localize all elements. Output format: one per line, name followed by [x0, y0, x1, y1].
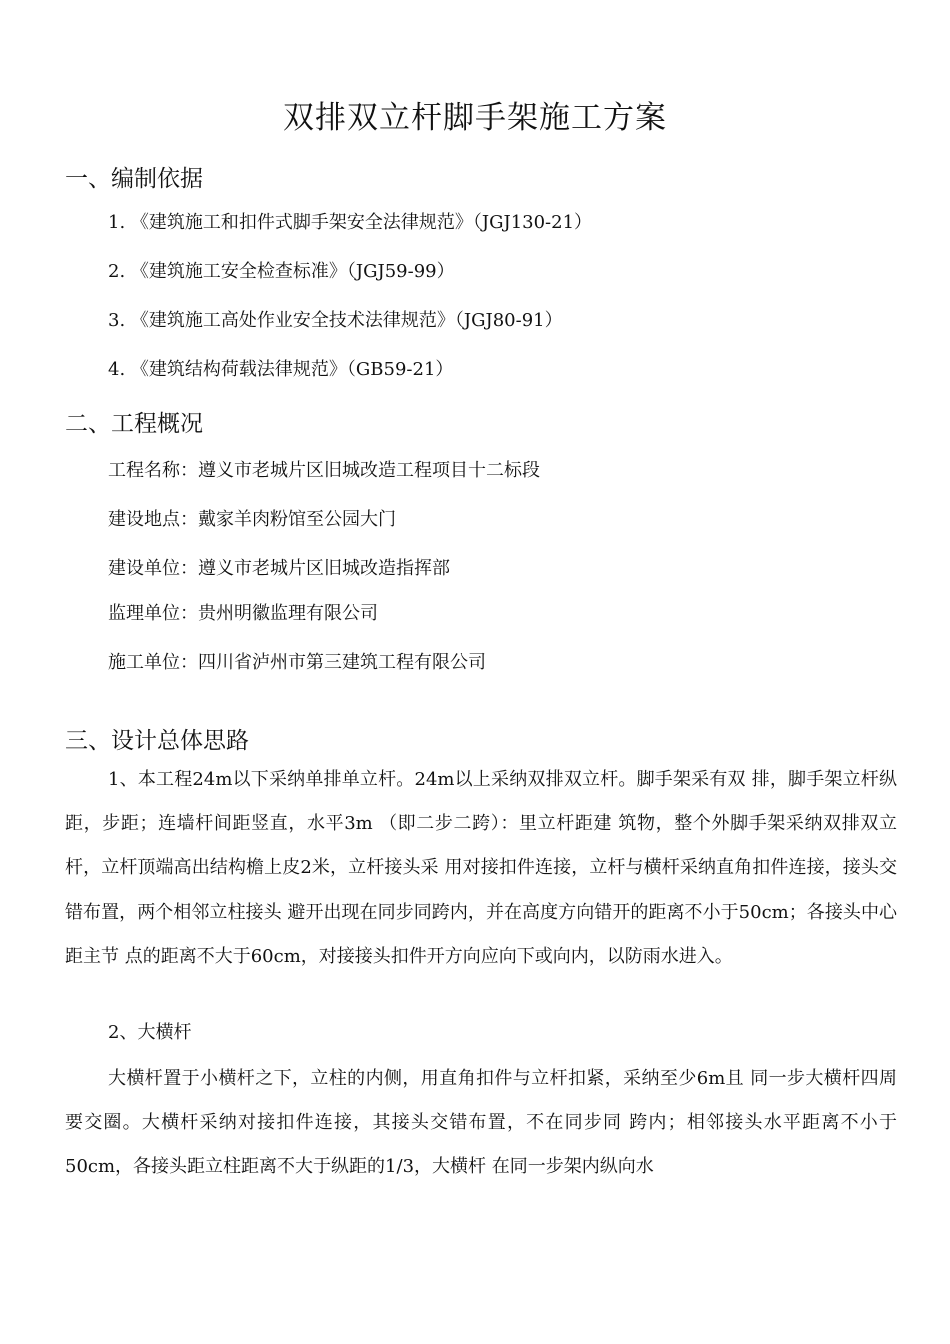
- paragraph-text: 大横杆置于小横杆之下，立柱的内侧，用直角扣件与立杆扣紧，采纳至少6m且 同一步大横杆四周要交圈。大横杆采纳对接扣件连接，其接头交错布置，不在同步同 跨内；相邻接头水平距离不小于50cm，各接头距立柱距离不大于纵距的1/3，大横杆 在同一步架内纵向水: [65, 1068, 897, 1178]
- project-name: 工程名称：遵义市老城片区旧城改造工程项目十二标段: [108, 460, 540, 481]
- reference-item: 4. 《建筑结构荷载法律规范》（GB59-21）: [108, 359, 454, 380]
- ledger-paragraph: [65, 1057, 897, 1190]
- document-title: 双排双立杆脚手架施工方案: [283, 100, 667, 136]
- section-heading-basis: 一、编制依据: [65, 166, 203, 192]
- reference-item: 1. 《建筑施工和扣件式脚手架安全法律规范》（JGJ130-21）: [108, 212, 593, 233]
- section-heading-overview: 二、工程概况: [65, 411, 203, 437]
- project-contractor: 施工单位：四川省泸州市第三建筑工程有限公司: [108, 652, 486, 673]
- reference-item: 2. 《建筑施工安全检查标准》（JGJ59-99）: [108, 261, 455, 282]
- paragraph-text: 1、本工程24m以下采纳单排单立杆。24m以上采纳双排双立杆。脚手架采有双 排，脚手架立杆纵距，步距；连墙杆间距竖直，水平3m （即二步二跨）：里立杆距建 筑物，整个外脚手架采纳双排双立杆，立杆顶端高出结构檐上皮2米，立杆接头采 用对接扣件连接，立杆与横杆采纳直角扣件连接，接头交错布置，两个相邻立柱接头 避开出现在同步同跨内，并在高度方向错开的距离不小于50cm；各接头中心距主节 点的距离不大于60cm，对接接头扣件开方向应向下或向内，以防雨水进入。: [65, 769, 897, 967]
- subheading-ledger: 2、大横杆: [108, 1022, 192, 1043]
- reference-item: 3. 《建筑施工高处作业安全技术法律规范》（JGJ80-91）: [108, 310, 563, 331]
- section-heading-design: 三、设计总体思路: [65, 728, 249, 754]
- project-supervisor: 监理单位：贵州明徽监理有限公司: [108, 603, 378, 624]
- project-location: 建设地点：戴家羊肉粉馆至公园大门: [108, 509, 396, 530]
- design-paragraph: [65, 758, 897, 979]
- project-owner: 建设单位：遵义市老城片区旧城改造指挥部: [108, 558, 450, 579]
